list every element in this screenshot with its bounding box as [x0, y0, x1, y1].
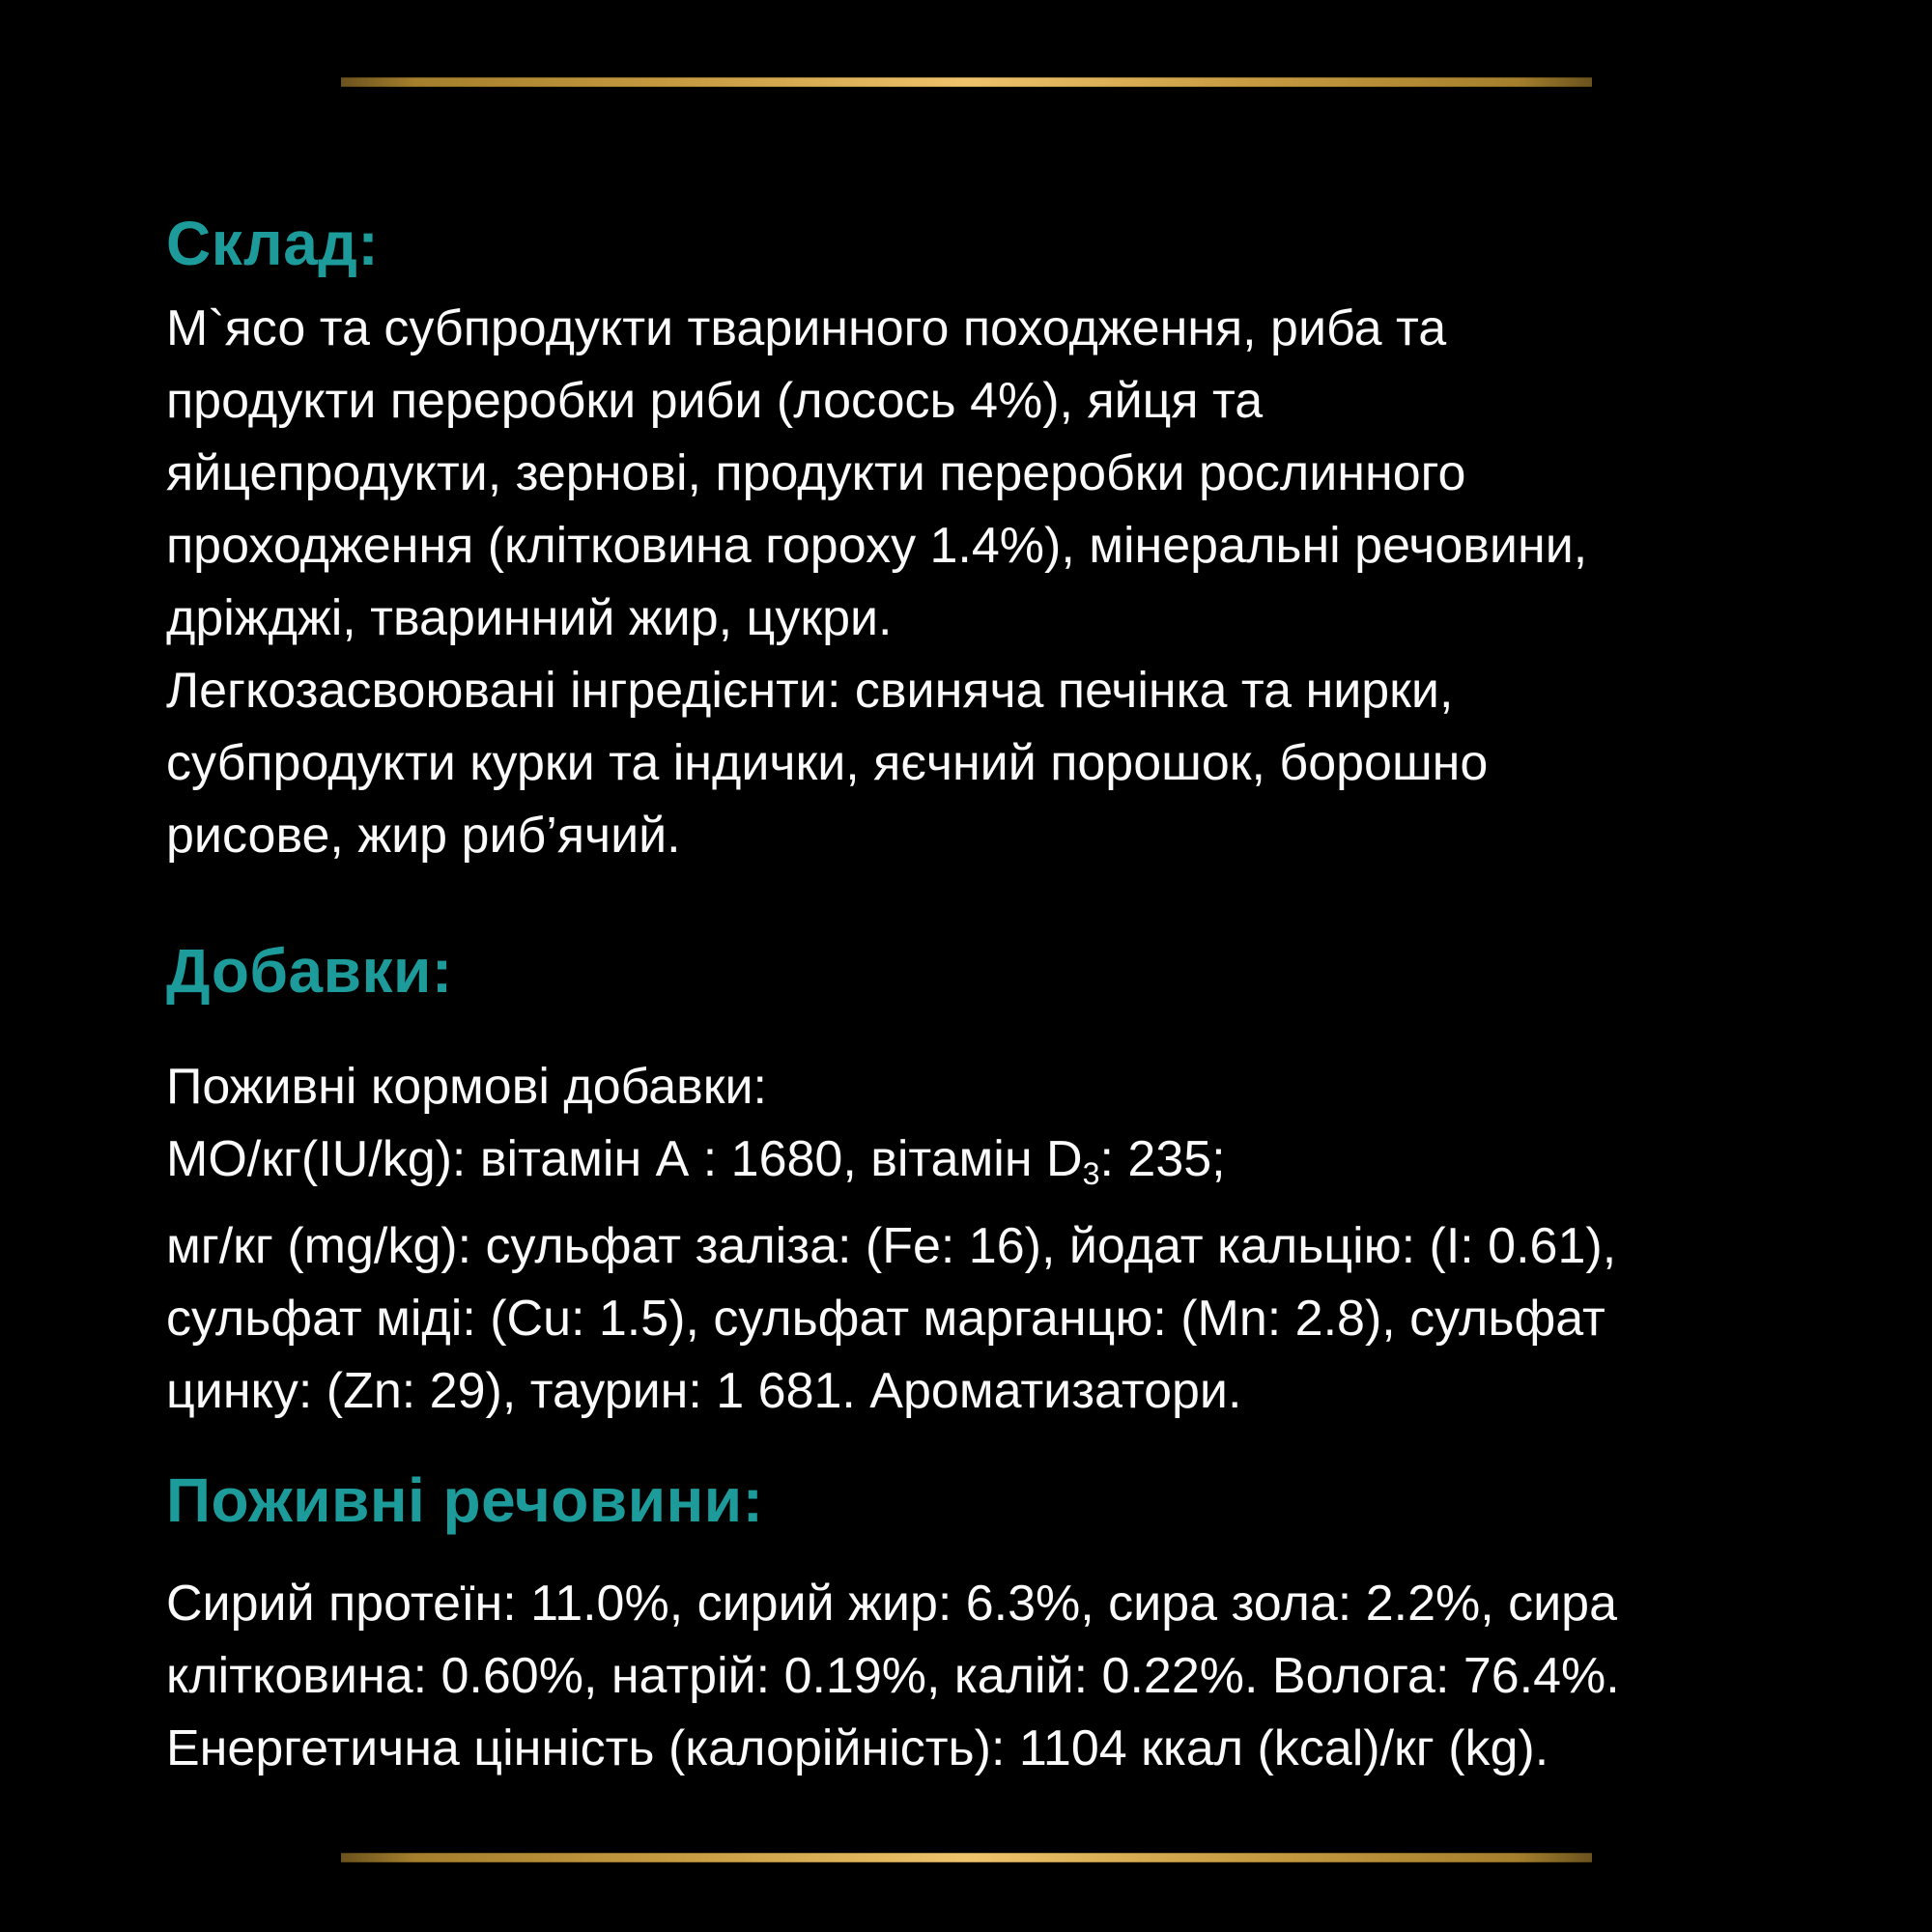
- gold-divider-bottom: [341, 1853, 1592, 1862]
- gold-divider-top: [341, 77, 1592, 87]
- text-line: Сирий протеїн: 11.0%, сирий жир: 6.3%, сира зола: 2.2%, сира: [166, 1576, 1618, 1632]
- nutrients-text: [166, 1568, 1620, 1785]
- text-line: Легкозасвоювані інгредієнти: свиняча печінка та нирки,: [166, 663, 1454, 719]
- d3-subscript: 3: [1082, 1156, 1100, 1192]
- nutrients-heading: Поживні речовини:: [166, 1465, 764, 1535]
- composition-heading: Склад:: [166, 209, 380, 278]
- text-line: клітковина: 0.60%, натрій: 0.19%, калій: 0.22%. Волога: 76.4%.: [166, 1648, 1620, 1704]
- text-line: продукти переробки риби (лосось 4%), яйця та: [166, 373, 1264, 429]
- text-line: мг/кг (mg/kg): сульфат заліза: (Fe: 16), йодат кальцію: (I: 0.61),: [166, 1218, 1617, 1275]
- text-line: проходження (клітковина гороху 1.4%), мінеральні речовини,: [166, 518, 1588, 574]
- text-line: дріжджі, тваринний жир, цукри.: [166, 590, 893, 646]
- vitamins-prefix: МО/кг(IU/kg): вітамін А : 1680, вітамін D: [166, 1131, 1083, 1187]
- text-line: яйцепродукти, зернові, продукти переробки рослинного: [166, 445, 1466, 501]
- text-line: Поживні кормові добавки:: [166, 1059, 767, 1115]
- text-line: Енергетична цінність (калорійність): 1104 ккал (kcal)/кг (kg).: [166, 1720, 1549, 1776]
- text-line-vitamins: [166, 1123, 1616, 1210]
- text-line: сульфат міді: (Cu: 1.5), сульфат марганцю: (Mn: 2.8), сульфат: [166, 1291, 1605, 1348]
- text-line: рисове, жир риб’ячий.: [166, 808, 681, 864]
- additives-text: [166, 1051, 1616, 1428]
- text-line: М`ясо та субпродукти тваринного походження, риба та: [166, 300, 1447, 356]
- composition-text: [166, 293, 1587, 872]
- additives-heading: Добавки:: [166, 936, 453, 1006]
- text-line: субпродукти курки та індички, яєчний порошок, борошно: [166, 735, 1489, 791]
- vitamins-suffix: : 235;: [1099, 1131, 1226, 1187]
- text-line: цинку: (Zn: 29), таурин: 1 681. Ароматизатори.: [166, 1363, 1242, 1420]
